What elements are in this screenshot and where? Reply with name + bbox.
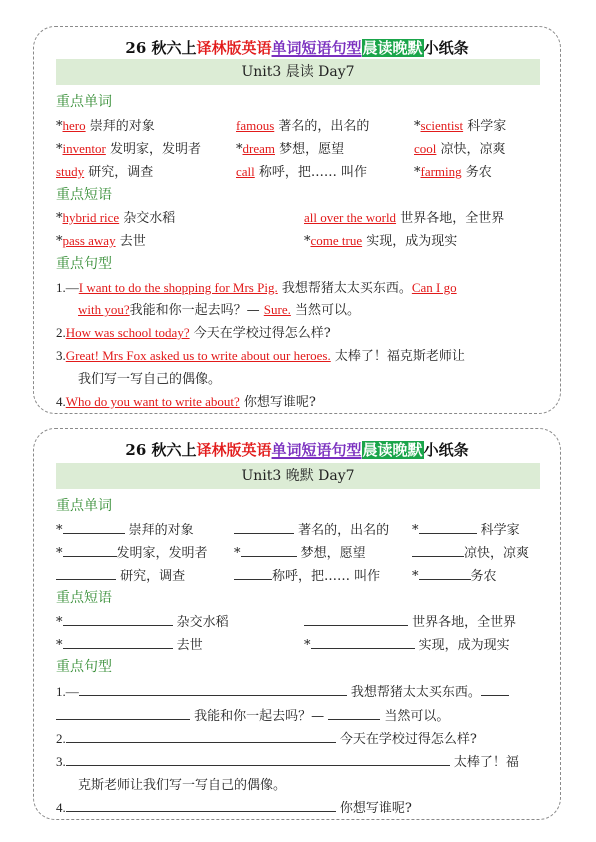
vocab-item: study 研究，调查 bbox=[56, 164, 154, 180]
sentence-1: 1.—I want to do the shopping for Mrs Pig. 我想帮猪太太买东西。Can I go bbox=[56, 280, 457, 296]
morning-reading-card bbox=[33, 26, 561, 414]
phrase-row bbox=[56, 207, 546, 227]
sentence-4: 4.Who do you want to write about? 你想写谁呢? bbox=[56, 394, 316, 410]
vocab-row bbox=[56, 161, 546, 181]
vocab-row bbox=[56, 565, 546, 585]
vocab-row bbox=[56, 115, 546, 135]
vocab-blank[interactable]: * 崇拜的对象 bbox=[56, 519, 194, 538]
sentence-3-blank[interactable]: 3. 太棒了！福 bbox=[56, 754, 519, 770]
vocab-row bbox=[56, 519, 546, 539]
phrase-row bbox=[56, 230, 546, 250]
sentence-header: 重点句型 bbox=[56, 659, 112, 675]
phrase-blank[interactable]: * 去世 bbox=[56, 634, 203, 653]
phrase-header: 重点短语 bbox=[56, 590, 112, 606]
sentence-1-cont-blank[interactable]: 我能和你一起去吗？— 当然可以。 bbox=[56, 705, 449, 724]
phrase-item: *hybrid rice 杂交水稻 bbox=[56, 210, 176, 226]
evening-dictation-card bbox=[33, 428, 561, 820]
sentence-2: 2.How was school today? 今天在学校过得怎么样? bbox=[56, 325, 331, 341]
sentence-3-cont: 克斯老师让我们写一写自己的偶像。 bbox=[78, 778, 287, 793]
unit-banner: Unit3 晚默 Day7 bbox=[56, 463, 540, 489]
phrase-row bbox=[56, 611, 546, 631]
vocab-blank[interactable]: * 务农 bbox=[412, 565, 497, 584]
vocab-blank[interactable]: 研究，调查 bbox=[56, 565, 185, 584]
phrase-row bbox=[56, 634, 546, 654]
sentence-header: 重点句型 bbox=[56, 256, 112, 272]
vocab-item: *farming 务农 bbox=[414, 164, 492, 180]
vocab-item: famous 著名的，出名的 bbox=[236, 118, 370, 134]
phrase-blank[interactable]: 世界各地，全世界 bbox=[304, 611, 516, 630]
sentence-2-blank[interactable]: 2. 今天在学校过得怎么样? bbox=[56, 731, 477, 747]
sentence-3-cont: 我们写一写自己的偶像。 bbox=[78, 372, 222, 387]
sentence-1-cont: with you?我能和你一起去吗？— Sure. 当然可以。 bbox=[78, 302, 361, 318]
vocab-blank[interactable]: * 科学家 bbox=[412, 519, 520, 538]
sentence-3: 3.Great! Mrs Fox asked us to write about our heroes. 太棒了！福克斯老师让 bbox=[56, 348, 465, 364]
phrase-item: *pass away 去世 bbox=[56, 233, 146, 249]
vocab-header: 重点单词 bbox=[56, 94, 112, 110]
phrase-blank[interactable]: * 杂交水稻 bbox=[56, 611, 229, 630]
vocab-item: call 称呼，把…… 叫作 bbox=[236, 164, 368, 180]
card-title: 26 秋六上译林版英语单词短语句型晨读晚默小纸条 bbox=[125, 39, 469, 57]
phrase-blank[interactable]: * 实现，成为现实 bbox=[304, 634, 510, 653]
phrase-header: 重点短语 bbox=[56, 187, 112, 203]
sentence-4-blank[interactable]: 4. 你想写谁呢? bbox=[56, 800, 412, 816]
vocab-item: *inventor 发明家，发明者 bbox=[56, 141, 201, 157]
vocab-blank[interactable]: * 梦想，愿望 bbox=[234, 542, 366, 561]
card-title: 26 秋六上译林版英语单词短语句型晨读晚默小纸条 bbox=[125, 441, 469, 459]
vocab-item: *hero 崇拜的对象 bbox=[56, 118, 155, 134]
phrase-item: *come true 实现，成为现实 bbox=[304, 233, 458, 249]
vocab-item: cool 凉快，凉爽 bbox=[414, 141, 506, 157]
sentence-1-blank[interactable]: 1.— 我想帮猪太太买东西。 bbox=[56, 681, 509, 700]
vocab-row bbox=[56, 542, 546, 562]
vocab-blank[interactable]: 凉快，凉爽 bbox=[412, 542, 529, 561]
phrase-item: all over the world 世界各地，全世界 bbox=[304, 210, 505, 226]
vocab-item: *scientist 科学家 bbox=[414, 118, 507, 134]
vocab-blank[interactable]: 著名的，出名的 bbox=[234, 519, 389, 538]
vocab-item: *dream 梦想，愿望 bbox=[236, 141, 345, 157]
unit-banner: Unit3 晨读 Day7 bbox=[56, 59, 540, 85]
vocab-blank[interactable]: 称呼，把…… 叫作 bbox=[234, 565, 380, 584]
vocab-row bbox=[56, 138, 546, 158]
vocab-blank[interactable]: * 发明家，发明者 bbox=[56, 542, 208, 561]
vocab-header: 重点单词 bbox=[56, 498, 112, 514]
